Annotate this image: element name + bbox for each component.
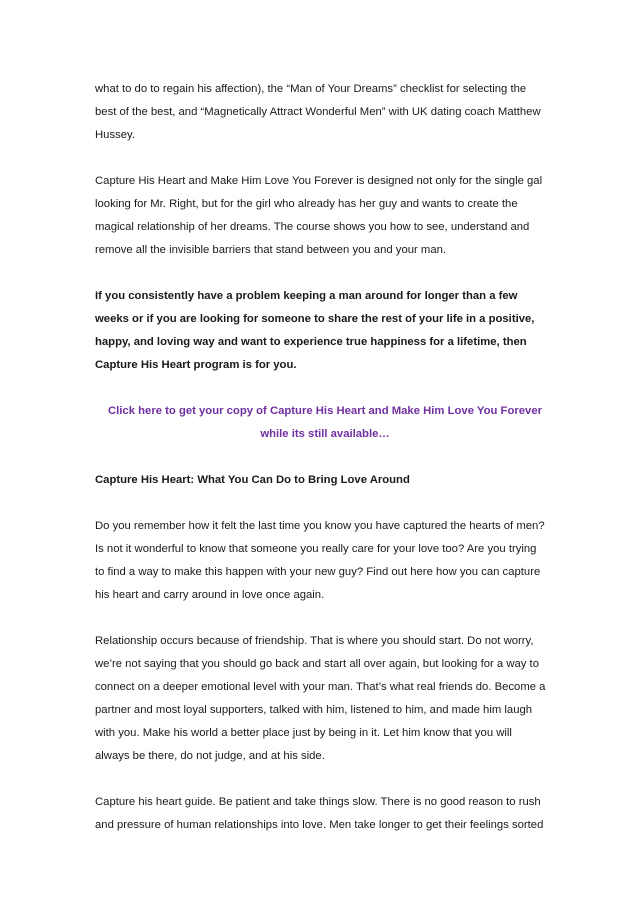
text-line: to find a way to make this happen with your new guy? Find out here how you can capture (95, 566, 541, 578)
text-line: magical relationship of her dreams. The course shows you how to see, understand and (95, 221, 530, 233)
section-heading (95, 469, 555, 492)
cta-link[interactable] (95, 400, 555, 446)
text-line: Capture His Heart program is for you. (95, 359, 297, 371)
text-line: connect on a deeper emotional level with your man. That’s what real friends do. Become a (95, 681, 546, 693)
text-line: Capture his heart guide. Be patient and take things slow. There is no good reason to rush (95, 796, 541, 808)
cta-link-block[interactable] (95, 400, 555, 446)
heading-text: Capture His Heart: What You Can Do to Bring Love Around (95, 474, 410, 486)
text-line: his heart and carry around in love once again. (95, 589, 325, 601)
text-line: Relationship occurs because of friendship. That is where you should start. Do not worry, (95, 635, 534, 647)
text-line: If you consistently have a problem keeping a man around for longer than a few (95, 290, 518, 302)
text-line: always be there, do not judge, and at his side. (95, 750, 325, 762)
text-line: remove all the invisible barriers that stand between you and your man. (95, 244, 447, 256)
paragraph-remember (95, 515, 555, 607)
document-page (95, 78, 555, 860)
text-line: best of the best, and “Magnetically Attract Wonderful Men” with UK dating coach Matthew (95, 106, 541, 118)
paragraph-friendship (95, 630, 555, 768)
text-line: happy, and loving way and want to experience true happiness for a lifetime, then (95, 336, 527, 348)
text-line: looking for Mr. Right, but for the girl who already has her guy and wants to create the (95, 198, 518, 210)
text-line: and pressure of human relationships into love. Men take longer to get their feelings sorted (95, 819, 544, 831)
text-line: Capture His Heart and Make Him Love You Forever is designed not only for the single gal (95, 175, 543, 187)
cta-line[interactable]: while its still available… (260, 428, 390, 440)
text-line: what to do to regain his affection), the “Man of Your Dreams” checklist for selecting the (95, 83, 527, 95)
paragraph-intro-continuation (95, 78, 555, 147)
cta-line[interactable]: Click here to get your copy of Capture His Heart and Make Him Love You Forever (108, 405, 542, 417)
text-line: with you. Make his world a better place just by being in it. Let him know that you will (95, 727, 512, 739)
text-line: partner and most loyal supporters, talked with him, listened to him, and made him laugh (95, 704, 533, 716)
text-line: Do you remember how it felt the last time you know you have captured the hearts of men? (95, 520, 545, 532)
text-line: Is not it wonderful to know that someone you really care for your love too? Are you trying (95, 543, 537, 555)
paragraph-patience (95, 791, 555, 837)
text-line: weeks or if you are looking for someone to share the rest of your life in a positive, (95, 313, 535, 325)
paragraph-bold-pitch (95, 285, 555, 377)
text-line: we’re not saying that you should go back and start all over again, but looking for a way to (95, 658, 539, 670)
paragraph-course-description (95, 170, 555, 262)
text-line: Hussey. (95, 129, 135, 141)
